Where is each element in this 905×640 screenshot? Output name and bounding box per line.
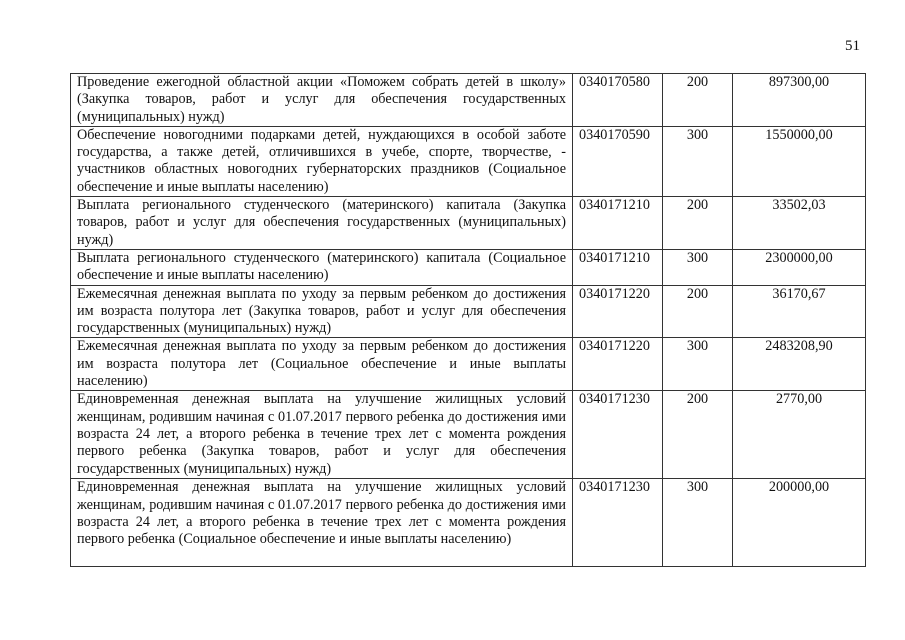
- row-expense-type: 200: [663, 197, 733, 250]
- table-row: [71, 249, 866, 285]
- table-row: [71, 285, 866, 338]
- table-row: [71, 479, 866, 567]
- row-amount: 1550000,00: [733, 126, 866, 196]
- row-description: Выплата регионального студенческого (материнского) капитала (Социальное обеспечение и иные выплаты населению): [71, 249, 573, 285]
- row-code: 0340171210: [573, 197, 663, 250]
- row-code: 0340171220: [573, 285, 663, 338]
- row-code: 0340171210: [573, 249, 663, 285]
- row-amount: 897300,00: [733, 74, 866, 127]
- table-row: [71, 338, 866, 391]
- row-code: 0340170590: [573, 126, 663, 196]
- row-code: 0340171230: [573, 479, 663, 567]
- row-description: Ежемесячная денежная выплата по уходу за первым ребенком до достижения им возраста полутора лет (Закупка товаров, работ и услуг для обеспечения государственных (муниципальных) нужд): [71, 285, 573, 338]
- row-amount: 33502,03: [733, 197, 866, 250]
- row-code: 0340171220: [573, 338, 663, 391]
- row-expense-type: 200: [663, 74, 733, 127]
- page-number: 51: [845, 38, 860, 54]
- budget-table: [70, 73, 866, 567]
- table-row: [71, 197, 866, 250]
- row-description: Единовременная денежная выплата на улучшение жилищных условий женщинам, родившим начиная с 01.07.2017 первого ребенка до достижения ими возраста 24 лет, а второго ребенка в течение трех лет с момента рождения первого ребенка (Закупка товаров, работ и услуг для обеспечения государственных (муниципальных) нужд): [71, 391, 573, 479]
- row-code: 0340170580: [573, 74, 663, 127]
- row-expense-type: 200: [663, 285, 733, 338]
- row-description: Выплата регионального студенческого (материнского) капитала (Закупка товаров, работ и услуг для обеспечения государственных (муниципальных) нужд): [71, 197, 573, 250]
- table-row: [71, 74, 866, 127]
- row-expense-type: 300: [663, 126, 733, 196]
- row-description: Обеспечение новогодними подарками детей, нуждающихся в особой заботе государства, а также детей, отличившихся в учебе, спорте, творчестве, - участников областных новогодних губернаторских праздников (Социальное обеспечение и иные выплаты населению): [71, 126, 573, 196]
- table-row: [71, 391, 866, 479]
- row-amount: 2300000,00: [733, 249, 866, 285]
- row-amount: 36170,67: [733, 285, 866, 338]
- row-code: 0340171230: [573, 391, 663, 479]
- row-amount: 2770,00: [733, 391, 866, 479]
- row-expense-type: 300: [663, 338, 733, 391]
- row-description: Единовременная денежная выплата на улучшение жилищных условий женщинам, родившим начиная с 01.07.2017 первого ребенка до достижения ими возраста 24 лет, а второго ребенка в течение трех лет с момента рождения первого ребенка (Социальное обеспечение и иные выплаты населению): [71, 479, 573, 567]
- row-expense-type: 300: [663, 249, 733, 285]
- row-amount: 200000,00: [733, 479, 866, 567]
- row-description: Проведение ежегодной областной акции «Поможем собрать детей в школу» (Закупка товаров, работ и услуг для обеспечения государственных (муниципальных) нужд): [71, 74, 573, 127]
- row-expense-type: 200: [663, 391, 733, 479]
- row-expense-type: 300: [663, 479, 733, 567]
- row-amount: 2483208,90: [733, 338, 866, 391]
- row-description: Ежемесячная денежная выплата по уходу за первым ребенком до достижения им возраста полутора лет (Социальное обеспечение и иные выплаты населению): [71, 338, 573, 391]
- table-row: [71, 126, 866, 196]
